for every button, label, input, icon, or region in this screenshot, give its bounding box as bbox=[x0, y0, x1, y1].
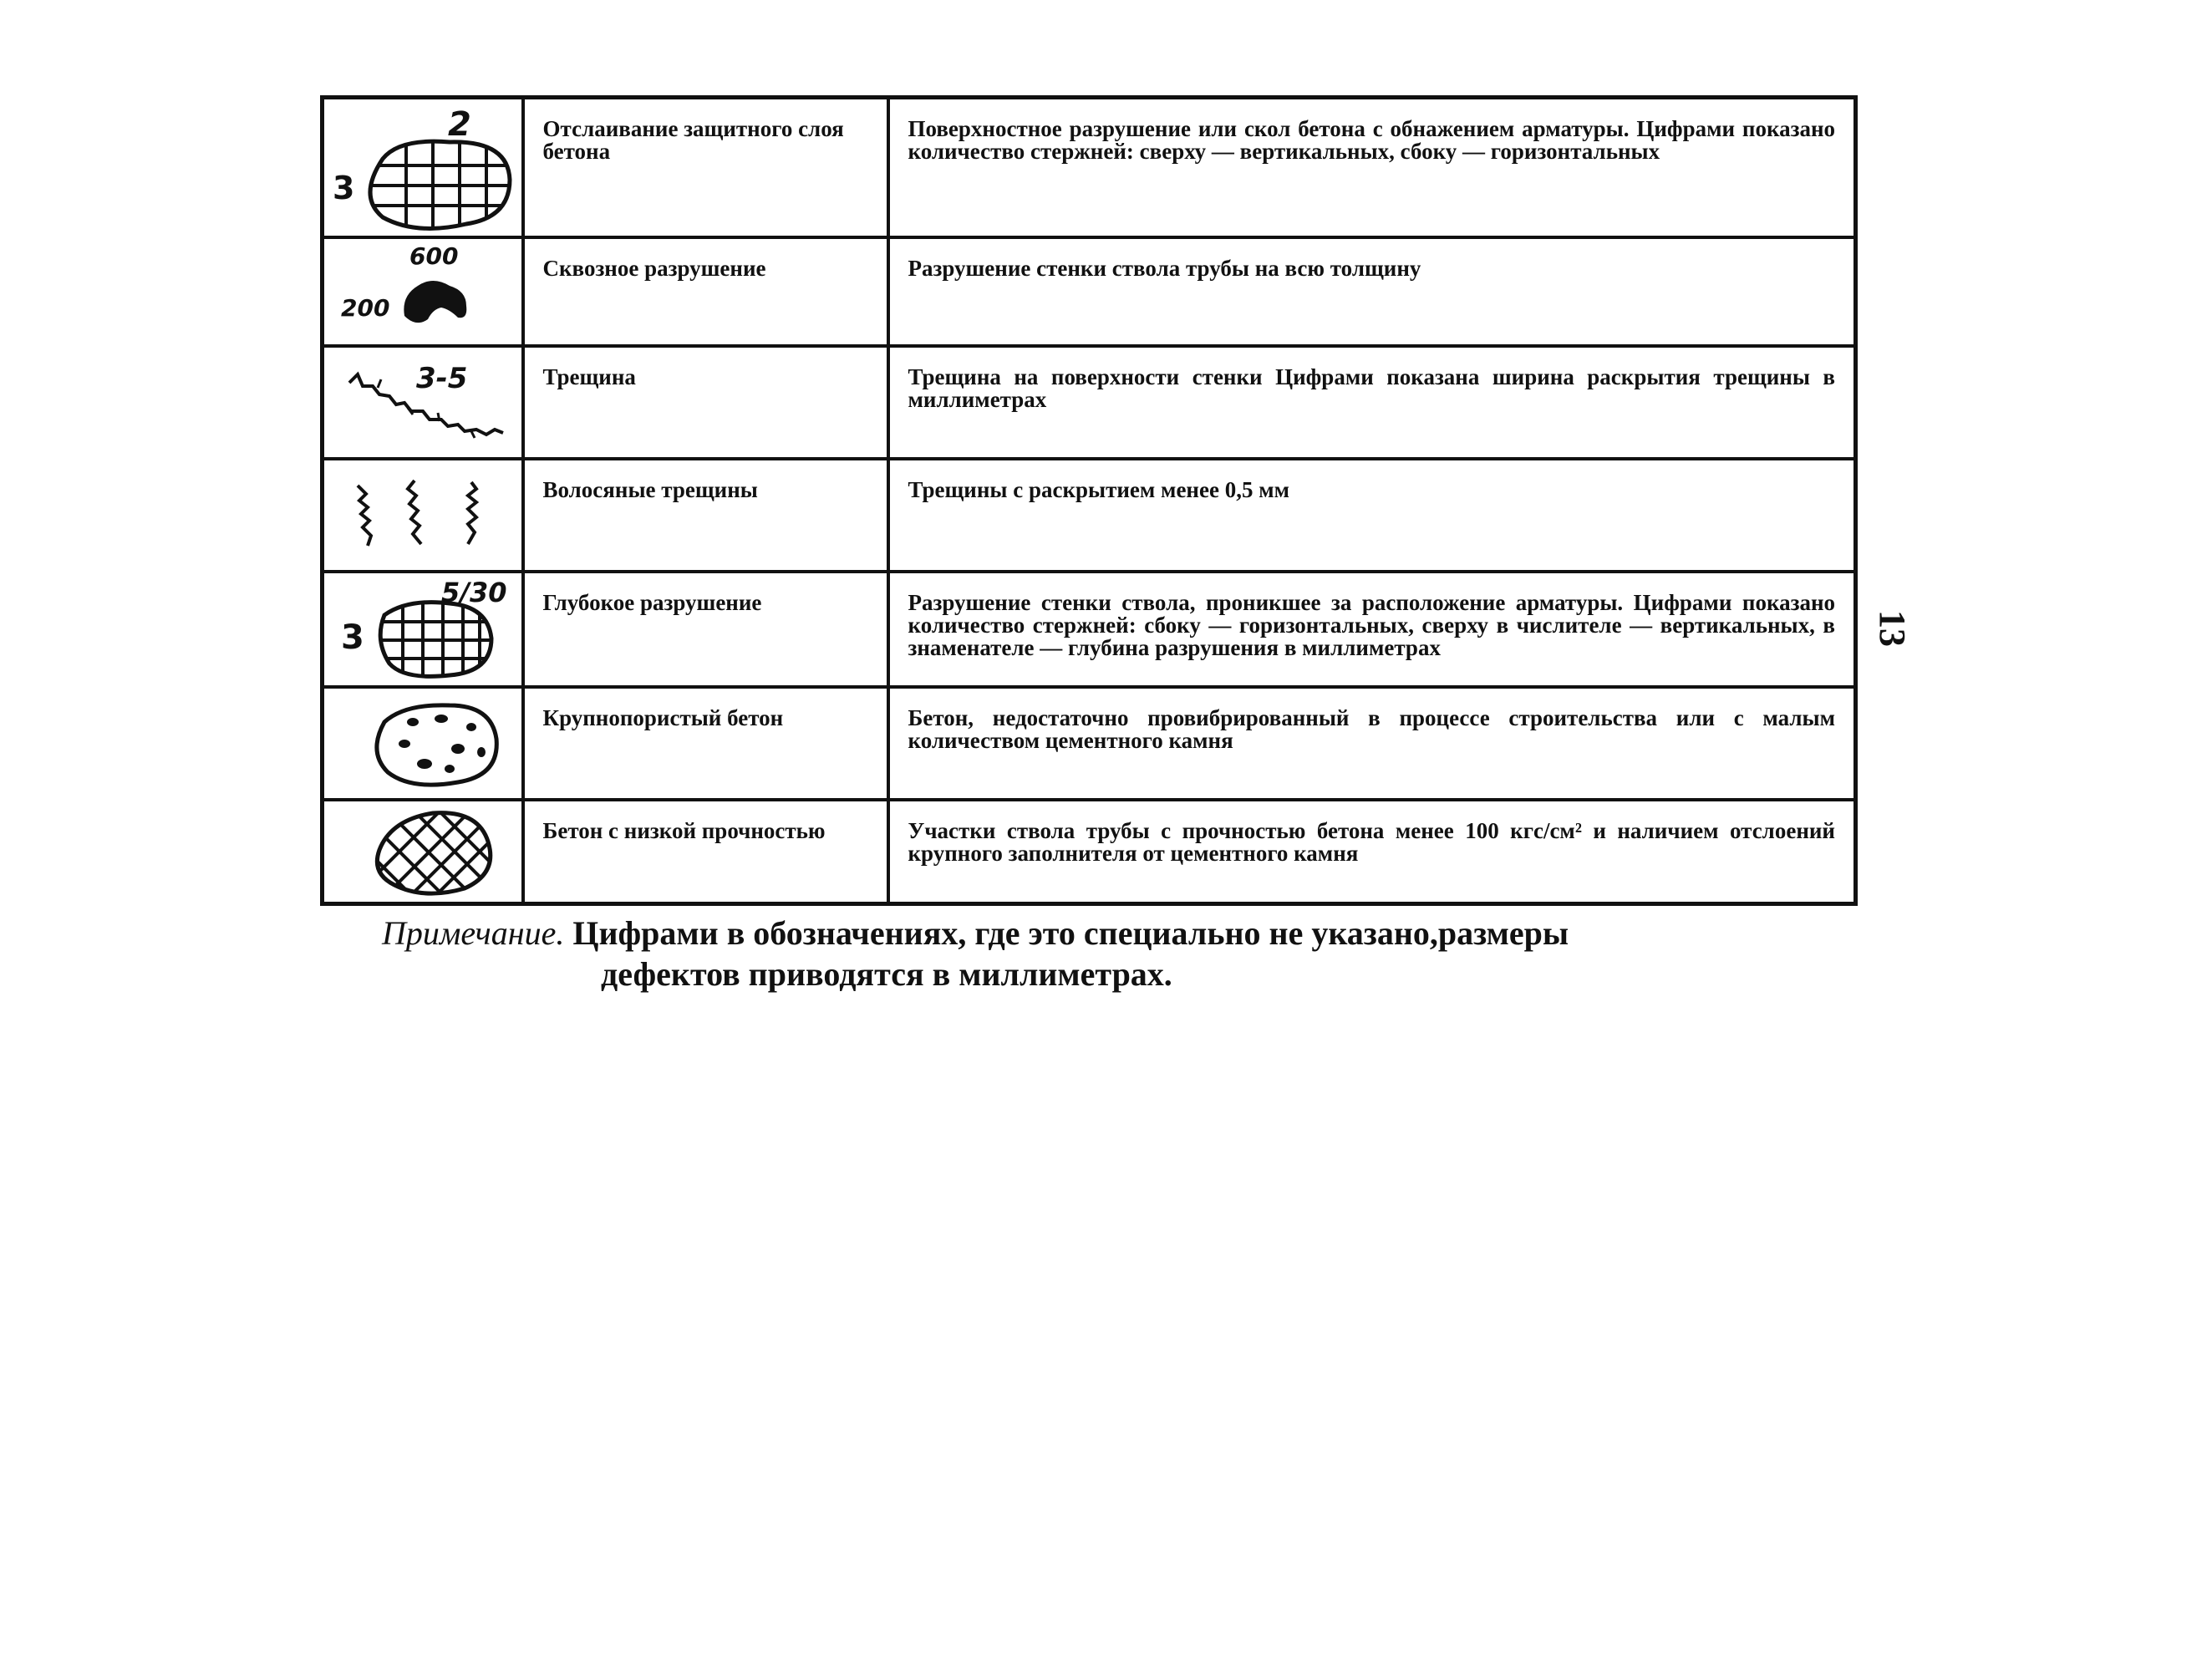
table-row bbox=[323, 572, 1856, 687]
symbol-cell bbox=[323, 687, 523, 800]
deep-damage-mesh-icon bbox=[324, 573, 521, 685]
table-row bbox=[323, 346, 1856, 459]
defect-description: Трещина на поверхности стенки Цифрами показана ширина раскрытия трещины в миллиметрах bbox=[888, 346, 1856, 459]
symbol-top-number: 5/30 bbox=[441, 576, 507, 608]
table-row bbox=[323, 687, 1856, 800]
defect-name: Бетон с низкой прочностью bbox=[523, 800, 888, 904]
defect-name: Трещина bbox=[523, 346, 888, 459]
symbol-side-number: 200 bbox=[341, 293, 390, 322]
note bbox=[382, 913, 1803, 995]
defect-description: Разрушение стенки ствола, проникшее за расположение арматуры. Цифрами показано количество стержней: сбоку — горизонтальных, сверху в числителе — вертикальных, в знаменателе — глубина разрушения в миллиметрах bbox=[888, 572, 1856, 687]
defect-description: Бетон, недостаточно провибрированный в процессе строительства или с малым количеством цементного камня bbox=[888, 687, 1856, 800]
crack-line-icon bbox=[324, 349, 521, 455]
defect-description: Поверхностное разрушение или скол бетона с обнажением арматуры. Цифрами показано количество стержней: сверху — вертикальных, сбоку — горизонтальных bbox=[888, 98, 1856, 237]
defect-name: Крупнопористый бетон bbox=[523, 687, 888, 800]
porous-concrete-icon bbox=[324, 689, 521, 797]
through-hole-icon bbox=[324, 239, 521, 344]
defect-name: Глубокое разрушение bbox=[523, 572, 888, 687]
symbol-cell bbox=[323, 346, 523, 459]
defect-legend-table bbox=[320, 95, 1858, 906]
spalling-mesh-icon bbox=[324, 100, 521, 234]
symbol-cell bbox=[323, 237, 523, 346]
note-text-line1: Цифрами в обозначениях, где это специально не указано,размеры bbox=[572, 914, 1569, 952]
symbol-top-number: 3-5 bbox=[416, 362, 468, 395]
low-strength-hatch-icon bbox=[324, 801, 521, 902]
symbol-cell bbox=[323, 98, 523, 237]
symbol-top-number: 2 bbox=[448, 105, 471, 145]
defect-name: Волосяные трещины bbox=[523, 459, 888, 572]
symbol-cell bbox=[323, 572, 523, 687]
note-text-line2: дефектов приводятся в миллиметрах. bbox=[601, 954, 1172, 993]
defect-name: Сквозное разрушение bbox=[523, 237, 888, 346]
symbol-top-number: 600 bbox=[409, 242, 459, 270]
symbol-side-number: 3 bbox=[341, 618, 364, 657]
symbol-cell bbox=[323, 800, 523, 904]
defect-description: Участки ствола трубы с прочностью бетона менее 100 кгс/см² и наличием отслоений крупного заполнителя от цементного камня bbox=[888, 800, 1856, 904]
hairline-cracks-icon bbox=[324, 462, 521, 567]
defect-description: Трещины с раскрытием менее 0,5 мм bbox=[888, 459, 1856, 572]
note-label: Примечание. bbox=[382, 914, 565, 952]
table-row bbox=[323, 237, 1856, 346]
table-row bbox=[323, 459, 1856, 572]
symbol-side-number: 3 bbox=[333, 170, 355, 207]
defect-name: Отслаивание защитного слоя бетона bbox=[523, 98, 888, 237]
symbol-cell bbox=[323, 459, 523, 572]
page-number: 13 bbox=[1872, 610, 1913, 647]
table-row bbox=[323, 98, 1856, 237]
table-row bbox=[323, 800, 1856, 904]
defect-description: Разрушение стенки ствола трубы на всю толщину bbox=[888, 237, 1856, 346]
